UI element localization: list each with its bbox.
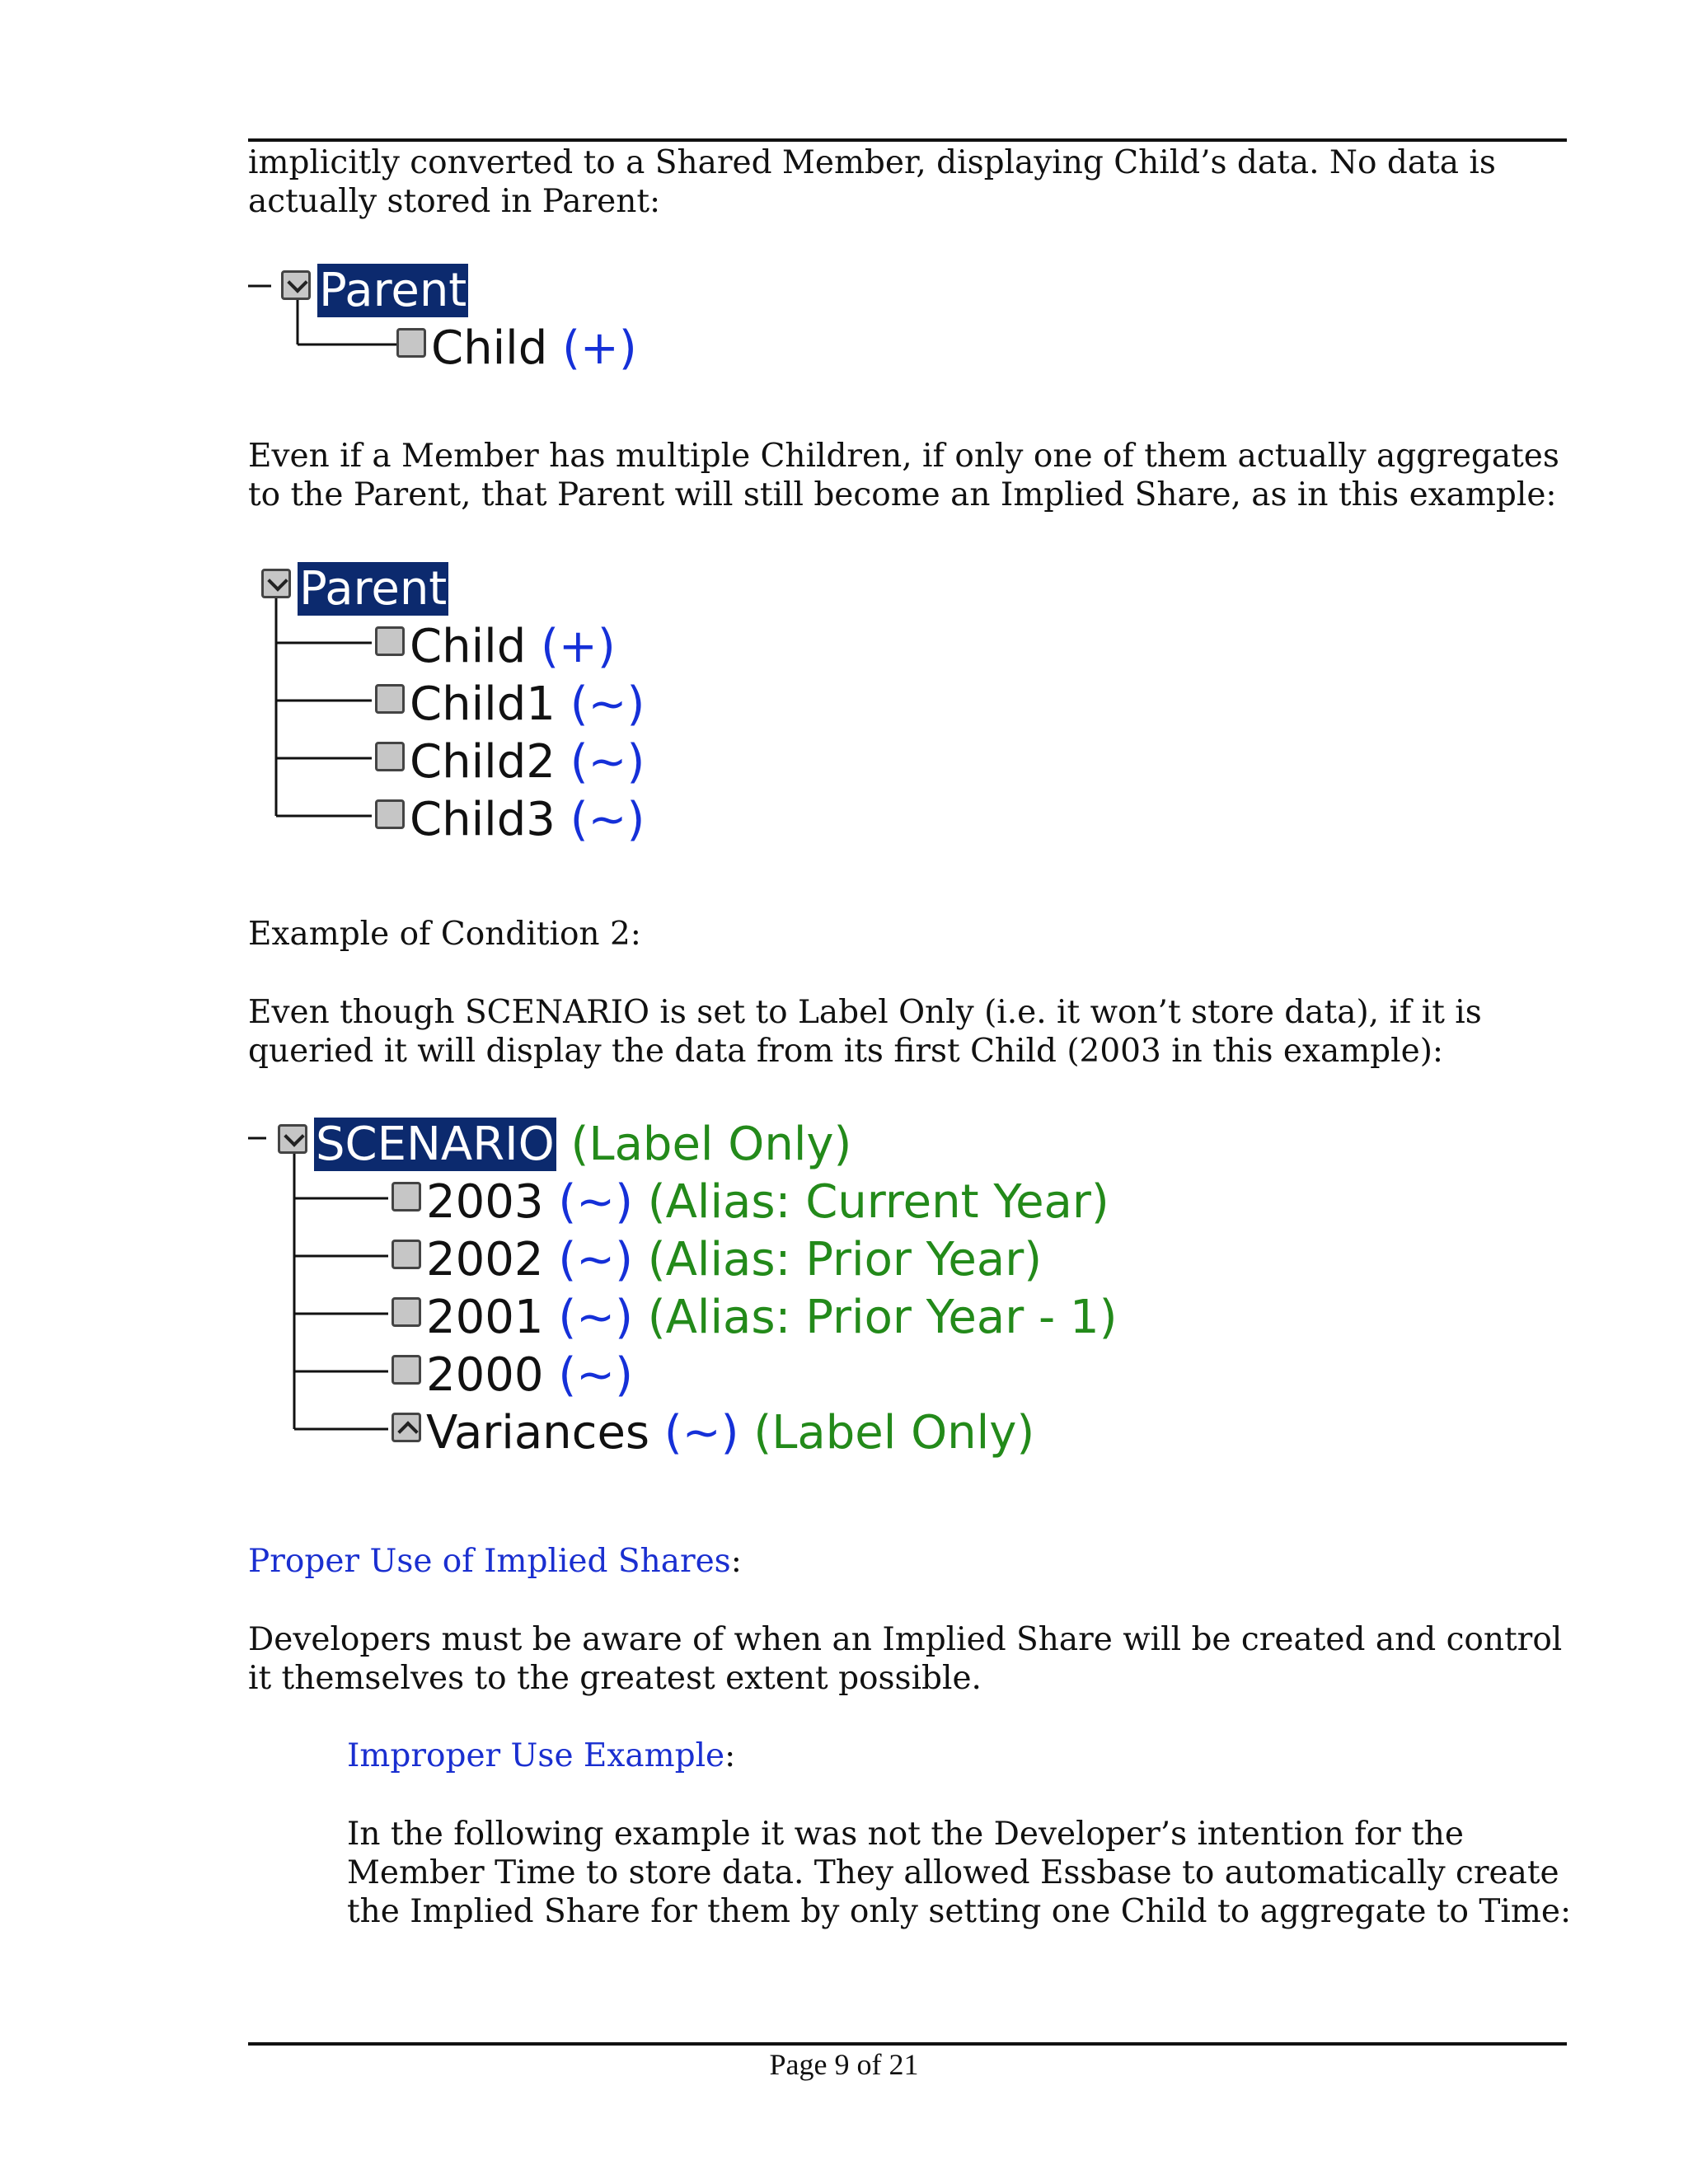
member-name: 2000	[426, 1348, 544, 1402]
member-icon	[392, 1355, 421, 1385]
member-name: Child	[410, 620, 527, 673]
tree-3-child-row[interactable]	[426, 1175, 1109, 1230]
footer-rule	[248, 2042, 1567, 2046]
member-icon	[375, 799, 405, 829]
tree-2-root-row[interactable]	[298, 562, 448, 616]
collapse-toggle-icon[interactable]	[261, 569, 291, 598]
member-icon	[375, 626, 405, 656]
paragraph-1: implicitly converted to a Shared Member, displaying Child’s data. No data is actually stored in Parent:	[248, 144, 1496, 220]
tree-2-child-row[interactable]	[410, 793, 645, 847]
page-number: Page 9 of 21	[769, 2048, 919, 2081]
member-name: Child2	[410, 735, 556, 789]
paragraph-3: Example of Condition 2:	[248, 916, 641, 953]
member-name: 2003	[426, 1175, 544, 1229]
paragraph-2: Even if a Member has multiple Children, if only one of them actually aggregates to the Parent, that Parent will still become an Implied Share, as in this example:	[248, 438, 1559, 513]
member-icon	[375, 742, 405, 771]
member-icon	[392, 1240, 421, 1269]
consolidation-operator: (~)	[558, 1291, 633, 1344]
collapse-toggle-icon[interactable]	[278, 1124, 307, 1154]
outline-tree-3	[248, 1118, 1138, 1464]
alias-note: (Alias: Prior Year)	[647, 1233, 1043, 1286]
tree-2-child-row[interactable]	[410, 735, 645, 790]
member-name: 2002	[426, 1233, 544, 1286]
improper-use-link[interactable]: Improper Use Example	[347, 1737, 725, 1774]
member-icon	[392, 1182, 421, 1212]
alias-note: (Alias: Current Year)	[647, 1175, 1109, 1229]
member-icon	[396, 328, 426, 358]
header-rule	[248, 138, 1567, 142]
tree-3-child-row[interactable]	[426, 1291, 1118, 1345]
paragraph-5: Developers must be aware of when an Implied Share will be created and control it themselves to the greatest extent possible.	[248, 1621, 1563, 1697]
consolidation-operator: (~)	[570, 677, 645, 731]
expand-toggle-icon[interactable]	[392, 1413, 421, 1442]
tree-3-root-label: SCENARIO	[316, 1118, 555, 1171]
tree-2-child-row[interactable]	[410, 620, 616, 674]
tree-1-root-row[interactable]	[317, 264, 468, 318]
storage-note: (Label Only)	[570, 1118, 852, 1171]
member-icon	[375, 684, 405, 714]
section-heading-improper-use	[347, 1736, 1583, 1775]
heading-colon: :	[724, 1737, 736, 1774]
tree-1-child-row[interactable]	[431, 321, 637, 376]
paragraph-6: In the following example it was not the Developer’s intention for the Member Time to store data. They allowed Essbase to automatically create the Implied Share for them by only setting one Child to aggregate to Time:	[347, 1816, 1572, 1930]
proper-use-link[interactable]: Proper Use of Implied Shares	[248, 1543, 731, 1580]
consolidation-operator: (~)	[558, 1233, 633, 1286]
tree-3-child-row[interactable]	[426, 1233, 1042, 1287]
tree-3-child-row[interactable]	[426, 1406, 1034, 1460]
tree-2-root-label: Parent	[299, 562, 448, 616]
collapse-toggle-icon[interactable]	[281, 270, 311, 300]
outline-tree-2	[248, 562, 710, 859]
storage-note: (Label Only)	[753, 1406, 1035, 1460]
tree-3-child-row[interactable]	[426, 1348, 633, 1403]
paragraph-4: Even though SCENARIO is set to Label Only (i.e. it won’t store data), if it is queried it will display the data from its first Child (2003 in this example):	[248, 994, 1482, 1070]
consolidation-operator: (~)	[570, 735, 645, 789]
member-name: Child	[431, 321, 548, 375]
member-name: Child1	[410, 677, 556, 731]
member-name: Variances	[426, 1406, 650, 1460]
consolidation-operator: (~)	[663, 1406, 739, 1460]
member-name: 2001	[426, 1291, 544, 1344]
outline-tree-1	[248, 264, 660, 387]
consolidation-operator: (+)	[541, 620, 616, 673]
consolidation-operator: (~)	[558, 1175, 633, 1229]
tree-3-root-row[interactable]	[314, 1118, 851, 1172]
consolidation-operator: (~)	[570, 793, 645, 846]
section-heading-proper-use	[248, 1542, 1583, 1581]
consolidation-operator: (+)	[562, 321, 637, 375]
consolidation-operator: (~)	[558, 1348, 633, 1402]
member-icon	[392, 1297, 421, 1327]
heading-colon: :	[730, 1543, 742, 1580]
member-name: Child3	[410, 793, 556, 846]
tree-2-child-row[interactable]	[410, 677, 645, 732]
alias-note: (Alias: Prior Year - 1)	[647, 1291, 1118, 1344]
tree-1-root-label: Parent	[319, 264, 467, 317]
